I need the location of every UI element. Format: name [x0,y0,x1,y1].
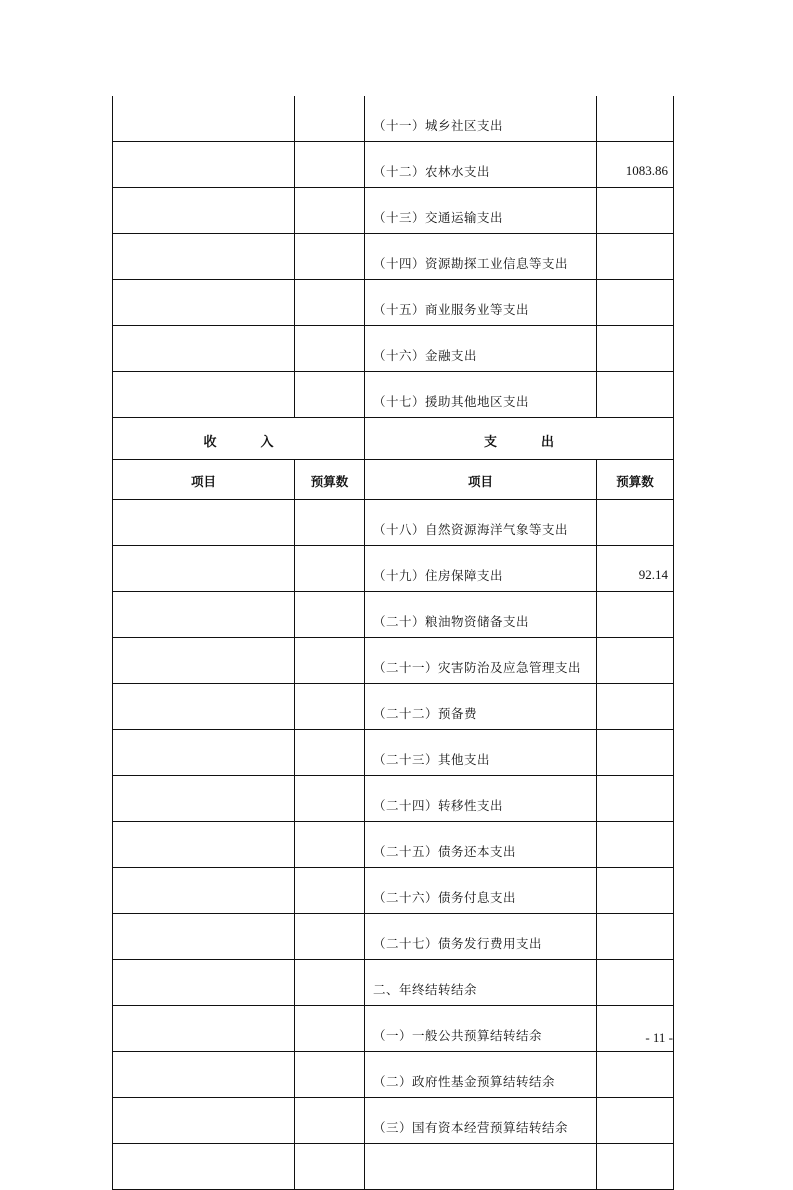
income-amount-cell [295,730,365,776]
expenditure-item-cell: （一）一般公共预算结转结余 [365,1006,597,1052]
table-row [113,372,674,418]
income-amount-cell [295,372,365,418]
expenditure-item-header: 项目 [365,460,597,500]
income-amount-cell [295,1006,365,1052]
expenditure-amount-cell [597,684,674,730]
expenditure-amount-cell: 92.14 [597,546,674,592]
income-item-cell [113,1144,295,1190]
income-item-cell [113,592,295,638]
income-item-cell [113,960,295,1006]
expenditure-item-cell: （二十七）债务发行费用支出 [365,914,597,960]
column-header-row [113,460,674,500]
income-item-cell [113,914,295,960]
income-amount-cell [295,684,365,730]
expenditure-amount-cell [597,592,674,638]
income-item-cell [113,776,295,822]
table-row [113,1144,674,1190]
income-item-cell [113,326,295,372]
income-item-cell [113,372,295,418]
income-item-cell [113,188,295,234]
income-amount-cell [295,1144,365,1190]
expenditure-amount-cell [597,776,674,822]
expenditure-section-header: 支出 [365,418,674,460]
income-item-header: 项目 [113,460,295,500]
expenditure-item-cell: （三）国有资本经营预算结转结余 [365,1098,597,1144]
table-row [113,326,674,372]
income-amount-cell [295,776,365,822]
expenditure-item-cell: （二）政府性基金预算结转结余 [365,1052,597,1098]
expenditure-item-cell: （二十六）债务付息支出 [365,868,597,914]
income-item-cell [113,280,295,326]
income-amount-cell [295,868,365,914]
income-amount-cell [295,188,365,234]
table-row [113,280,674,326]
table-row [113,234,674,280]
income-item-cell [113,96,295,142]
income-amount-cell [295,960,365,1006]
income-amount-cell [295,96,365,142]
expenditure-budget-header: 预算数 [597,460,674,500]
income-amount-cell [295,546,365,592]
expenditure-amount-cell [597,638,674,684]
expenditure-item-cell: （二十五）债务还本支出 [365,822,597,868]
income-item-cell [113,234,295,280]
expenditure-amount-cell [597,96,674,142]
income-item-cell [113,822,295,868]
expenditure-amount-cell [597,372,674,418]
expenditure-item-cell: （十三）交通运输支出 [365,188,597,234]
income-amount-cell [295,326,365,372]
income-item-cell [113,638,295,684]
income-amount-cell [295,1098,365,1144]
expenditure-amount-cell [597,1098,674,1144]
table-row [113,684,674,730]
income-amount-cell [295,638,365,684]
table-row [113,188,674,234]
table-row [113,500,674,546]
expenditure-amount-cell [597,822,674,868]
income-item-cell [113,1006,295,1052]
expenditure-item-cell: （二十）粮油物资储备支出 [365,592,597,638]
table-row [113,96,674,142]
income-amount-cell [295,1052,365,1098]
income-amount-cell [295,914,365,960]
expenditure-item-cell: （十二）农林水支出 [365,142,597,188]
expenditure-item-cell: （二十三）其他支出 [365,730,597,776]
income-amount-cell [295,592,365,638]
expenditure-item-cell: （二十二）预备费 [365,684,597,730]
table-row [113,868,674,914]
table-row [113,1098,674,1144]
expenditure-amount-cell: 1083.86 [597,142,674,188]
table-row [113,546,674,592]
income-amount-cell [295,500,365,546]
income-amount-cell [295,142,365,188]
income-item-cell [113,142,295,188]
income-item-cell [113,1098,295,1144]
expenditure-amount-cell [597,1052,674,1098]
income-item-cell [113,730,295,776]
expenditure-amount-cell [597,188,674,234]
income-budget-header: 预算数 [295,460,365,500]
table-row [113,960,674,1006]
expenditure-amount-cell [597,730,674,776]
income-item-cell [113,500,295,546]
income-item-cell [113,868,295,914]
table-row [113,730,674,776]
expenditure-item-cell: （十一）城乡社区支出 [365,96,597,142]
expenditure-amount-cell [597,234,674,280]
table-row [113,1052,674,1098]
expenditure-item-cell: （十八）自然资源海洋气象等支出 [365,500,597,546]
section-header-row [113,418,674,460]
budget-table [112,96,674,1190]
table-row [113,1006,674,1052]
page-number: - 11 - [645,1030,673,1045]
expenditure-item-cell: （十九）住房保障支出 [365,546,597,592]
income-amount-cell [295,822,365,868]
expenditure-amount-cell [597,280,674,326]
expenditure-item-cell: 二、年终结转结余 [365,960,597,1006]
expenditure-item-cell: （十五）商业服务业等支出 [365,280,597,326]
expenditure-amount-cell [597,500,674,546]
table-row [113,822,674,868]
table-row [113,914,674,960]
table-row [113,592,674,638]
income-section-header: 收入 [113,418,365,460]
income-item-cell [113,1052,295,1098]
income-amount-cell [295,280,365,326]
expenditure-amount-cell [597,326,674,372]
expenditure-item-cell: （十四）资源勘探工业信息等支出 [365,234,597,280]
table-row [113,638,674,684]
income-item-cell [113,684,295,730]
expenditure-amount-cell [597,868,674,914]
expenditure-item-cell: （二十四）转移性支出 [365,776,597,822]
expenditure-amount-cell [597,914,674,960]
expenditure-amount-cell [597,1144,674,1190]
expenditure-item-cell: （二十一）灾害防治及应急管理支出 [365,638,597,684]
table-row [113,776,674,822]
expenditure-item-cell: （十七）援助其他地区支出 [365,372,597,418]
expenditure-item-cell: （十六）金融支出 [365,326,597,372]
expenditure-item-cell [365,1144,597,1190]
income-amount-cell [295,234,365,280]
table-row [113,142,674,188]
expenditure-amount-cell [597,960,674,1006]
income-item-cell [113,546,295,592]
